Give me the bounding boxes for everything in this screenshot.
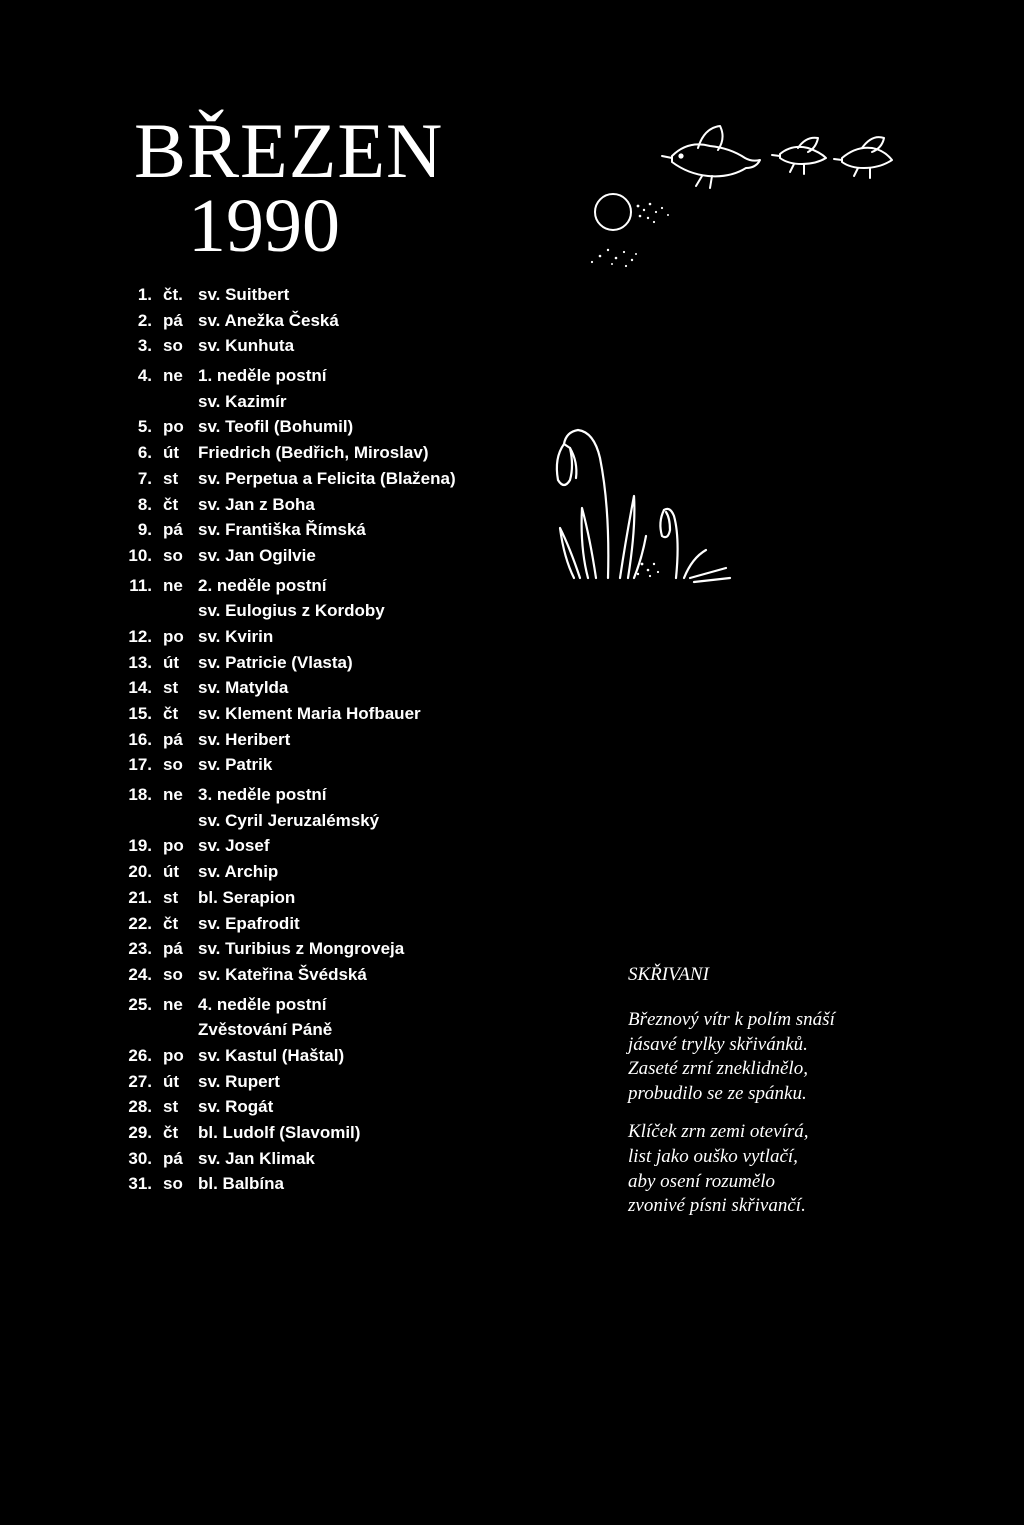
day-name: sv. Klement Maria Hofbauer: [198, 704, 421, 723]
day-of-week: st: [163, 887, 179, 907]
day-number: 13.: [128, 652, 152, 672]
day-row: [0, 333, 560, 359]
day-name: sv. Teofil (Bohumil): [198, 417, 354, 437]
day-of-week: po: [163, 1045, 184, 1065]
day-of-week: po: [163, 626, 184, 646]
day-row: [0, 440, 560, 466]
day-name: sv. Cyril Jeruzalémský: [198, 810, 380, 830]
day-name: bl. Ludolf (Slavomil): [198, 1123, 361, 1142]
day-row: [0, 1094, 560, 1120]
day-row-continuation: [0, 1017, 560, 1043]
day-row: [0, 936, 560, 962]
day-of-week: pá: [163, 520, 183, 540]
day-name: sv. Heribert: [198, 729, 291, 749]
poem-title: SKŘIVANI: [628, 964, 709, 985]
day-of-week: po: [163, 836, 184, 856]
day-number: 30.: [128, 1148, 152, 1168]
sun-icon: [595, 194, 631, 230]
day-name: sv. Jan Klimak: [198, 1148, 315, 1168]
day-name: sv. Františka Římská: [198, 520, 366, 540]
day-row: [0, 1120, 560, 1146]
day-name: 2. neděle postní: [198, 575, 327, 595]
day-number: 20.: [128, 862, 152, 882]
day-name: sv. Kvirin: [198, 626, 274, 646]
day-number: 14.: [128, 678, 152, 698]
day-row: [0, 308, 560, 334]
day-name: sv. Patrik: [198, 755, 273, 775]
day-number: 18.: [128, 785, 152, 805]
day-row: [0, 282, 560, 308]
day-of-week: so: [163, 1174, 183, 1194]
day-number: 2.: [137, 310, 152, 330]
day-row: [0, 573, 560, 599]
day-name: sv. Kateřina Švédská: [198, 964, 367, 984]
day-number: 27.: [128, 1071, 152, 1091]
day-row: [0, 701, 560, 727]
day-name: bl. Serapion: [198, 887, 296, 907]
day-name: sv. Epafrodit: [198, 913, 300, 933]
bird-icon: [834, 137, 892, 178]
day-row: [0, 911, 560, 937]
day-number: 1.: [137, 285, 152, 304]
day-row: [0, 1043, 560, 1069]
day-row-continuation: [0, 808, 560, 834]
day-name: sv. Archip: [198, 862, 279, 882]
day-row: [0, 624, 560, 650]
day-name: Zvěstování Páně: [198, 1020, 333, 1040]
day-number: 21.: [128, 887, 152, 907]
poem-stanza: [628, 1120, 1008, 1218]
day-row-continuation: [0, 598, 560, 624]
day-of-week: so: [163, 755, 183, 775]
day-row: [0, 752, 560, 778]
day-name: sv. Rogát: [198, 1097, 274, 1117]
year-title: 1990: [188, 184, 340, 268]
day-number: 24.: [128, 964, 152, 984]
day-of-week: čt: [163, 704, 179, 723]
day-row: [0, 466, 560, 492]
day-number: 26.: [128, 1045, 152, 1065]
day-row: [0, 543, 560, 569]
day-number: 12.: [128, 626, 152, 646]
snowdrop-flower-illustration: [530, 418, 740, 588]
day-name: Friedrich (Bedřich, Miroslav): [198, 443, 429, 463]
day-of-week: pá: [163, 939, 183, 959]
day-name: sv. Turibius z Mongroveja: [198, 939, 405, 959]
day-of-week: čt.: [163, 285, 183, 304]
day-number: 16.: [128, 729, 152, 749]
day-row: [0, 650, 560, 676]
day-of-week: pá: [163, 1148, 183, 1168]
day-row: [0, 492, 560, 518]
day-row: [0, 727, 560, 753]
poem-line: aby osení rozumělo: [628, 1170, 776, 1192]
day-name: sv. Jan Ogilvie: [198, 545, 316, 565]
poem-stanza: [628, 1008, 1008, 1106]
day-number: 9.: [137, 520, 152, 540]
day-of-week: pá: [163, 310, 183, 330]
poem-line: Klíček zrn zemi otevírá,: [628, 1121, 809, 1143]
day-of-week: so: [163, 545, 183, 565]
day-name: sv. Perpetua a Felicita (Blažena): [198, 468, 456, 488]
month-title: BŘEZEN: [134, 107, 444, 194]
day-of-week: čt: [163, 1123, 179, 1142]
day-of-week: ne: [163, 994, 183, 1014]
day-of-week: út: [163, 443, 180, 463]
day-of-week: st: [163, 1097, 179, 1117]
day-number: 31.: [128, 1174, 152, 1194]
day-row: [0, 517, 560, 543]
day-of-week: so: [163, 964, 183, 984]
day-row: [0, 414, 560, 440]
day-row: [0, 675, 560, 701]
poem-line: Březnový vítr k polím snáší: [628, 1009, 835, 1030]
day-of-week: so: [163, 336, 183, 356]
day-row: [0, 885, 560, 911]
day-of-week: pá: [163, 729, 183, 749]
poem-line: list jako ouško vytlačí,: [628, 1145, 798, 1167]
poem-line: Zaseté zrní zneklidnělo,: [628, 1058, 808, 1080]
day-name: 4. neděle postní: [198, 994, 327, 1014]
day-number: 22.: [128, 913, 152, 933]
day-of-week: st: [163, 678, 179, 698]
day-of-week: čt: [163, 913, 179, 933]
day-number: 17.: [128, 755, 152, 775]
day-name: sv. Anežka Česká: [198, 310, 339, 330]
day-number: 10.: [128, 545, 152, 565]
day-name: sv. Patricie (Vlasta): [198, 652, 353, 672]
day-of-week: út: [163, 1071, 180, 1091]
poem-line: jásavé trylky skřivánků.: [628, 1033, 808, 1055]
day-of-week: út: [163, 652, 180, 672]
larks-and-sun-illustration: [580, 118, 910, 288]
day-of-week: ne: [163, 785, 183, 805]
day-number: 4.: [137, 366, 152, 386]
day-of-week: út: [163, 862, 180, 882]
day-row: [0, 992, 560, 1018]
day-of-week: po: [163, 417, 184, 437]
day-name: sv. Rupert: [198, 1071, 280, 1091]
day-number: 23.: [128, 939, 152, 959]
bird-icon: [662, 126, 760, 188]
bird-icon: [772, 138, 826, 174]
day-of-week: st: [163, 468, 179, 488]
day-name: sv. Jan z Boha: [198, 494, 315, 514]
day-name: bl. Balbína: [198, 1174, 284, 1194]
day-name: sv. Eulogius z Kordoby: [198, 601, 385, 621]
day-number: 6.: [137, 443, 152, 463]
day-row: [0, 833, 560, 859]
day-row: [0, 782, 560, 808]
day-number: 15.: [128, 704, 152, 723]
day-of-week: čt: [163, 494, 179, 514]
day-name: 3. neděle postní: [198, 785, 327, 805]
day-number: 3.: [137, 336, 152, 356]
day-row: [0, 1146, 560, 1172]
day-row: [0, 859, 560, 885]
day-row: [0, 962, 560, 988]
day-row: [0, 363, 560, 389]
day-number: 25.: [128, 994, 152, 1014]
day-number: 5.: [137, 417, 152, 437]
day-row: [0, 1171, 560, 1197]
day-name: sv. Josef: [198, 836, 270, 856]
poem-line: zvonivé písni skřivančí.: [628, 1195, 806, 1217]
day-row-continuation: [0, 389, 560, 415]
day-name: sv. Matylda: [198, 678, 289, 698]
day-number: 28.: [128, 1097, 152, 1117]
day-of-week: ne: [163, 366, 183, 386]
day-name: sv. Kunhuta: [198, 336, 295, 356]
day-list: [0, 282, 560, 1197]
day-name: sv. Suitbert: [198, 285, 290, 304]
poem-line: probudilo se ze spánku.: [628, 1082, 807, 1104]
day-number: 7.: [137, 468, 152, 488]
day-name: sv. Kazimír: [198, 391, 287, 411]
day-number: 29.: [128, 1123, 152, 1142]
day-number: 11.: [129, 575, 152, 595]
day-of-week: ne: [163, 575, 183, 595]
day-name: sv. Kastul (Haštal): [198, 1045, 345, 1065]
day-row: [0, 1069, 560, 1095]
day-number: 19.: [128, 836, 152, 856]
day-name: 1. neděle postní: [198, 366, 327, 386]
poem: [628, 964, 1008, 1233]
day-number: 8.: [137, 494, 152, 514]
